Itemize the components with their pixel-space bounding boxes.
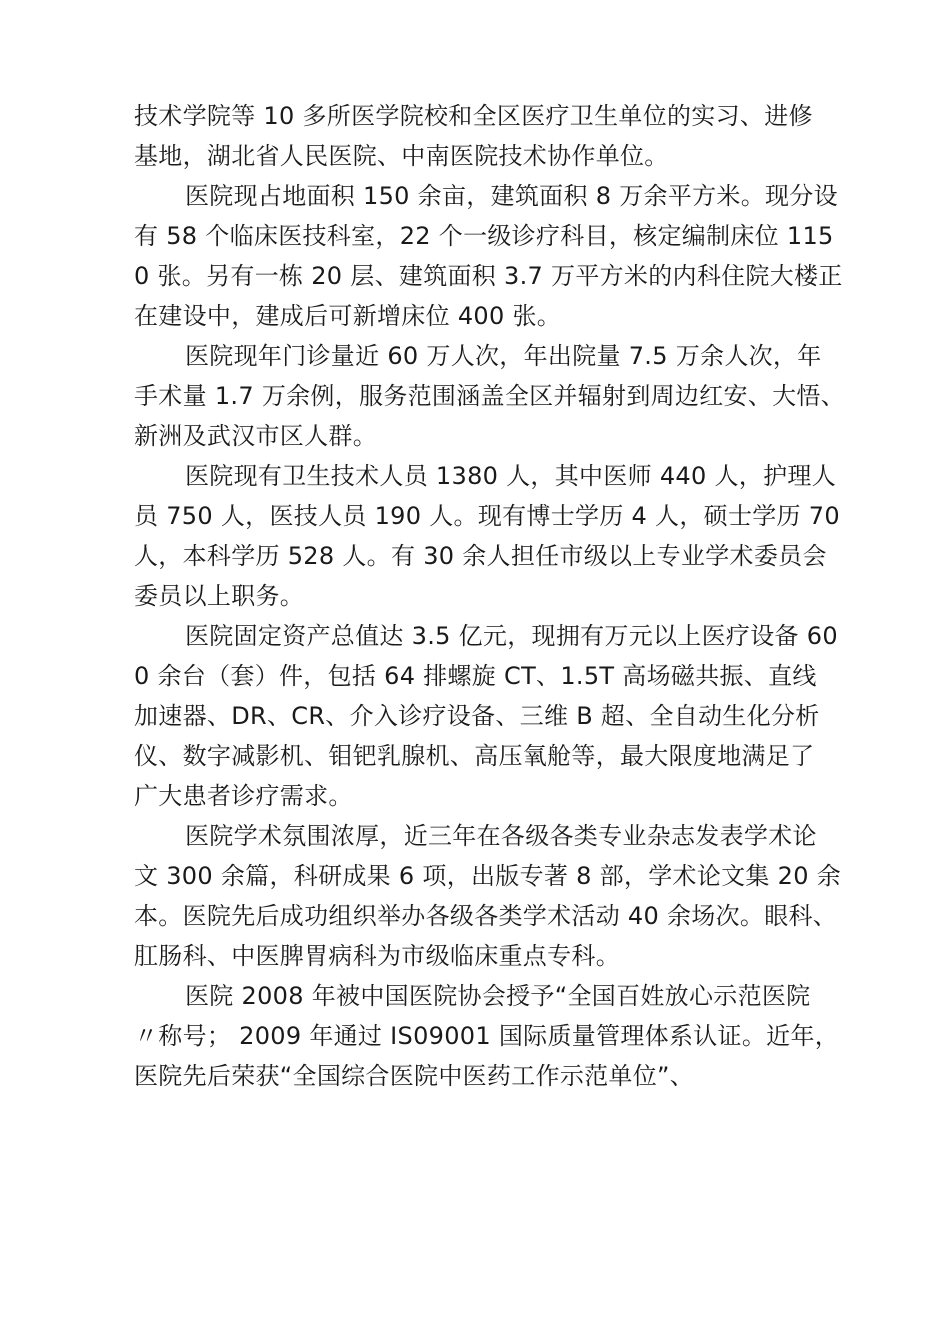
paragraph-start-line: 医院现有卫生技术人员 1380 人，其中医师 440 人，护理人 — [185, 462, 837, 490]
text-line: 本。医院先后成功组织举办各级各类学术活动 40 余场次。眼科、 — [134, 902, 838, 930]
text-line: 在建设中，建成后可新增床位 400 张。 — [134, 302, 562, 330]
paragraph-start-line: 医院固定资产总值达 3.5 亿元，现拥有万元以上医疗设备 60 — [185, 622, 838, 650]
text-line: 人，本科学历 528 人。有 30 余人担任市级以上专业学术委员会 — [134, 542, 827, 570]
paragraph-start-line: 医院现年门诊量近 60 万人次，年出院量 7.5 万余人次，年 — [185, 342, 822, 370]
text-line: 医院先后荣获“全国综合医院中医药工作示范单位”、 — [134, 1062, 695, 1090]
text-line: 基地，湖北省人民医院、中南医院技术协作单位。 — [134, 142, 669, 170]
text-line: 加速器、DR、CR、介入诊疗设备、三维 B 超、全自动生化分析 — [134, 702, 820, 730]
text-line: 委员以上职务。 — [134, 582, 305, 610]
text-line: 0 余台（套）件，包括 64 排螺旋 CT、1.5T 高场磁共振、直线 — [134, 662, 817, 690]
text-line: 手术量 1.7 万余例，服务范围涵盖全区并辐射到周边红安、大悟、 — [134, 382, 846, 410]
paragraph-start-line: 医院 2008 年被中国医院协会授予“全国百姓放心示范医院 — [185, 982, 811, 1010]
body-text — [134, 96, 846, 1096]
text-line: 〃称号； 2009 年通过 IS09001 国际质量管理体系认证。近年， — [134, 1022, 840, 1050]
paragraph-start-line: 医院现占地面积 150 余亩，建筑面积 8 万余平方米。现分设 — [185, 182, 838, 210]
text-line: 仪、数字减影机、钼钯乳腺机、高压氧舱等，最大限度地满足了 — [134, 742, 815, 770]
text-line: 员 750 人，医技人员 190 人。现有博士学历 4 人，硕士学历 70 — [134, 502, 840, 530]
text-line: 0 张。另有一栋 20 层、建筑面积 3.7 万平方米的内科住院大楼正 — [134, 262, 843, 290]
text-line: 广大患者诊疗需求。 — [134, 782, 353, 810]
text-line: 文 300 余篇，科研成果 6 项，出版专著 8 部，学术论文集 20 余 — [134, 862, 842, 890]
text-line: 有 58 个临床医技科室，22 个一级诊疗科目，核定编制床位 115 — [134, 222, 834, 250]
text-line: 技术学院等 10 多所医学院校和全区医疗卫生单位的实习、进修 — [134, 102, 813, 130]
paragraph-start-line: 医院学术氛围浓厚，近三年在各级各类专业杂志发表学术论 — [185, 822, 817, 850]
text-line: 肛肠科、中医脾胃病科为市级临床重点专科。 — [134, 942, 620, 970]
text-line: 新洲及武汉市区人群。 — [134, 422, 377, 450]
